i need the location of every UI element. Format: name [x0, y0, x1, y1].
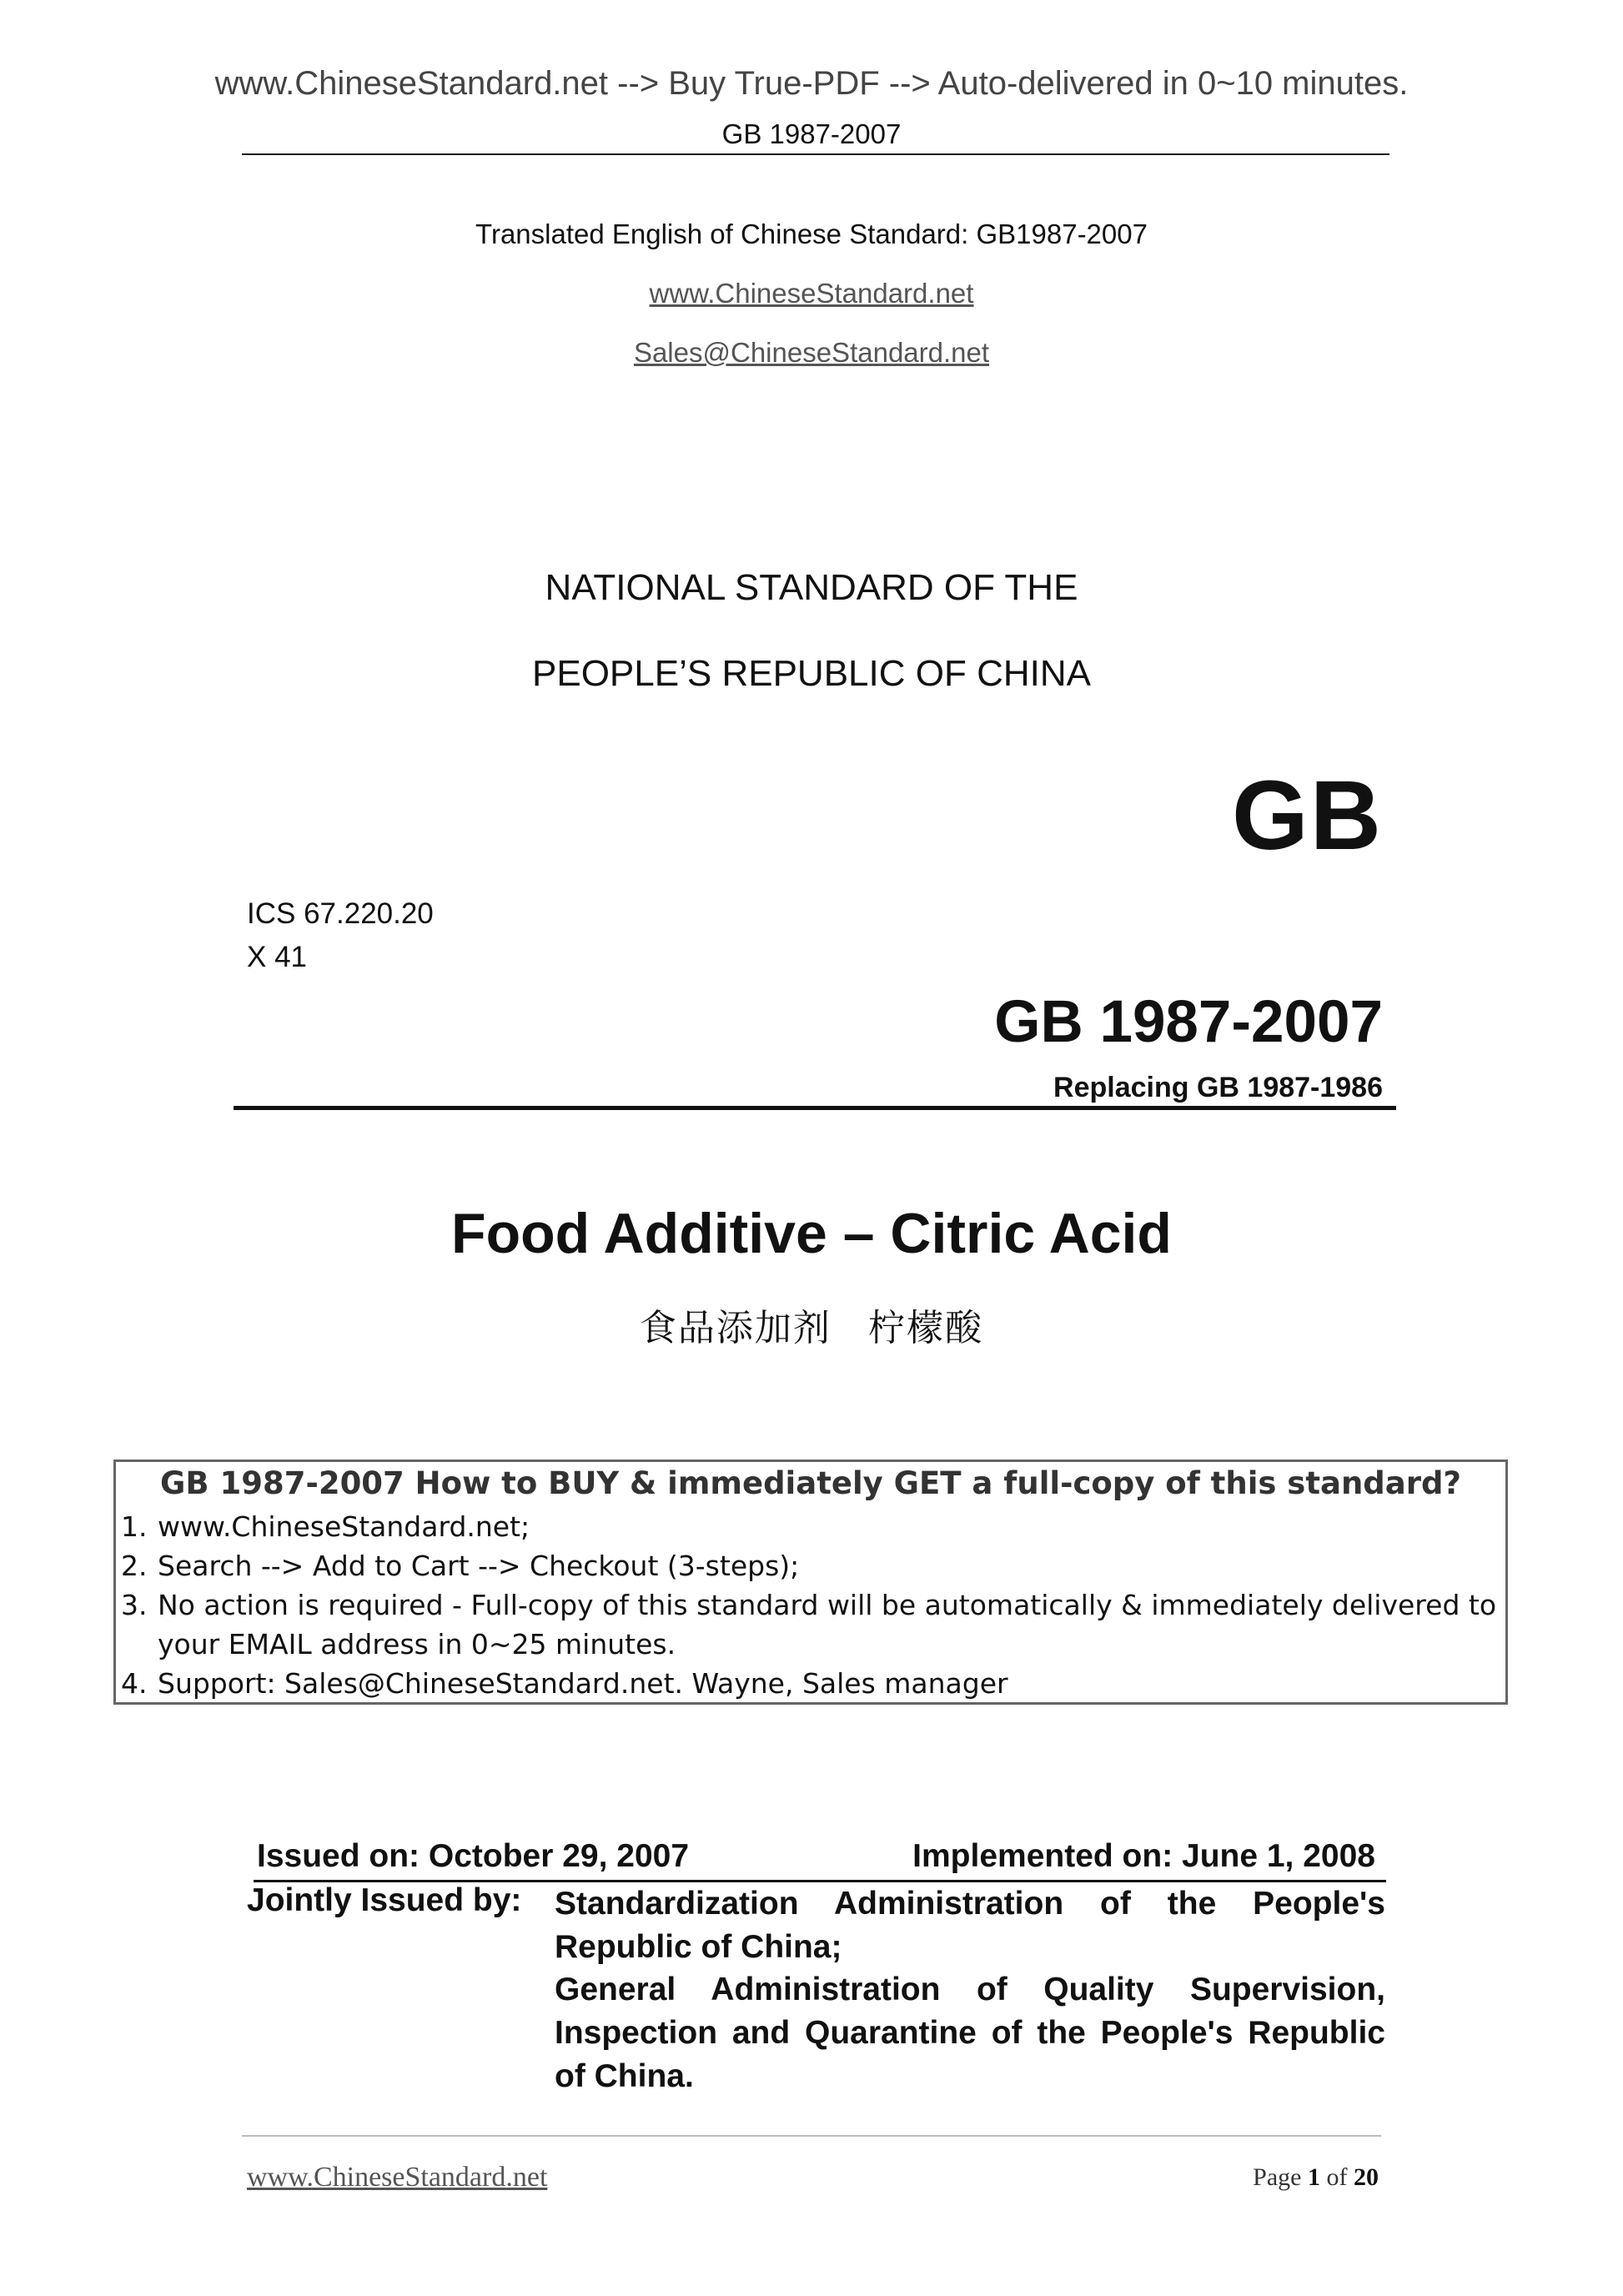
total-pages: 20	[1354, 2163, 1379, 2191]
step-text: No action is required - Full-copy of this standard will be automatically & immediately delivered to your EMAIL address in 0~25 minutes.	[158, 1589, 1497, 1660]
translation-note: Translated English of Chinese Standard: GB1987-2007	[475, 219, 1148, 249]
email-link-row	[0, 337, 1623, 369]
list-item	[116, 1664, 1505, 1703]
footer-website-link[interactable]: www.ChineseStandard.net	[247, 2162, 548, 2193]
step-text: Support: Sales@ChineseStandard.net. Wayne, Sales manager	[158, 1667, 1008, 1700]
footer-divider	[242, 2135, 1381, 2137]
issuer-aqsiq: General Administration of Quality Supervision, Inspection and Quarantine of the People's Republic of China.	[555, 1972, 1385, 2094]
header-divider	[242, 153, 1389, 155]
jointly-issued-label: Jointly Issued by:	[247, 1882, 522, 1918]
step-number: 1.	[121, 1510, 148, 1543]
issuer-sac: Standardization Administration of the People's Republic of China;	[555, 1886, 1385, 1965]
step-text: www.ChineseStandard.net;	[158, 1510, 530, 1543]
chinese-title: 食品添加剂 柠檬酸	[639, 1308, 984, 1349]
purchase-box-title: GB 1987-2007 How to BUY & immediately GET a full-copy of this standard?	[160, 1465, 1461, 1501]
website-link-row	[0, 278, 1623, 309]
promo-header: www.ChineseStandard.net --> Buy True-PDF --> Auto-delivered in 0~10 minutes.	[214, 65, 1409, 102]
current-page: 1	[1308, 2163, 1320, 2191]
header-standard-number: GB 1987-2007	[721, 118, 902, 149]
ics-code: ICS 67.220.20	[247, 897, 434, 930]
step-number: 4.	[121, 1667, 148, 1700]
step-number: 3.	[121, 1589, 148, 1621]
standard-number: GB 1987-2007	[994, 989, 1383, 1055]
document-title: Food Additive – Citric Acid	[451, 1202, 1172, 1265]
page-of-label: of	[1326, 2163, 1348, 2191]
step-text: Search --> Add to Cart --> Checkout (3-steps);	[158, 1550, 800, 1582]
email-link[interactable]: Sales@ChineseStandard.net	[633, 337, 990, 368]
page-number	[1253, 2163, 1379, 2192]
implemented-date: Implemented on: June 1, 2008	[912, 1838, 1375, 1874]
gb-mark: GB	[1232, 761, 1383, 871]
website-link[interactable]: www.ChineseStandard.net	[649, 278, 974, 309]
country-heading: PEOPLE’S REPUBLIC OF CHINA	[532, 653, 1091, 694]
national-standard-heading: NATIONAL STANDARD OF THE	[545, 567, 1078, 608]
replacing-note: Replacing GB 1987-1986	[1053, 1072, 1383, 1103]
classification-code: X 41	[247, 941, 307, 973]
purchase-steps-list	[116, 1507, 1505, 1703]
list-item	[116, 1585, 1505, 1664]
list-item	[116, 1507, 1505, 1546]
issued-date: Issued on: October 29, 2007	[257, 1838, 690, 1874]
step-number: 2.	[121, 1550, 148, 1582]
list-item	[116, 1546, 1505, 1585]
purchase-info-box	[113, 1459, 1508, 1705]
page-label: Page	[1253, 2163, 1302, 2191]
cover-divider	[234, 1106, 1396, 1110]
